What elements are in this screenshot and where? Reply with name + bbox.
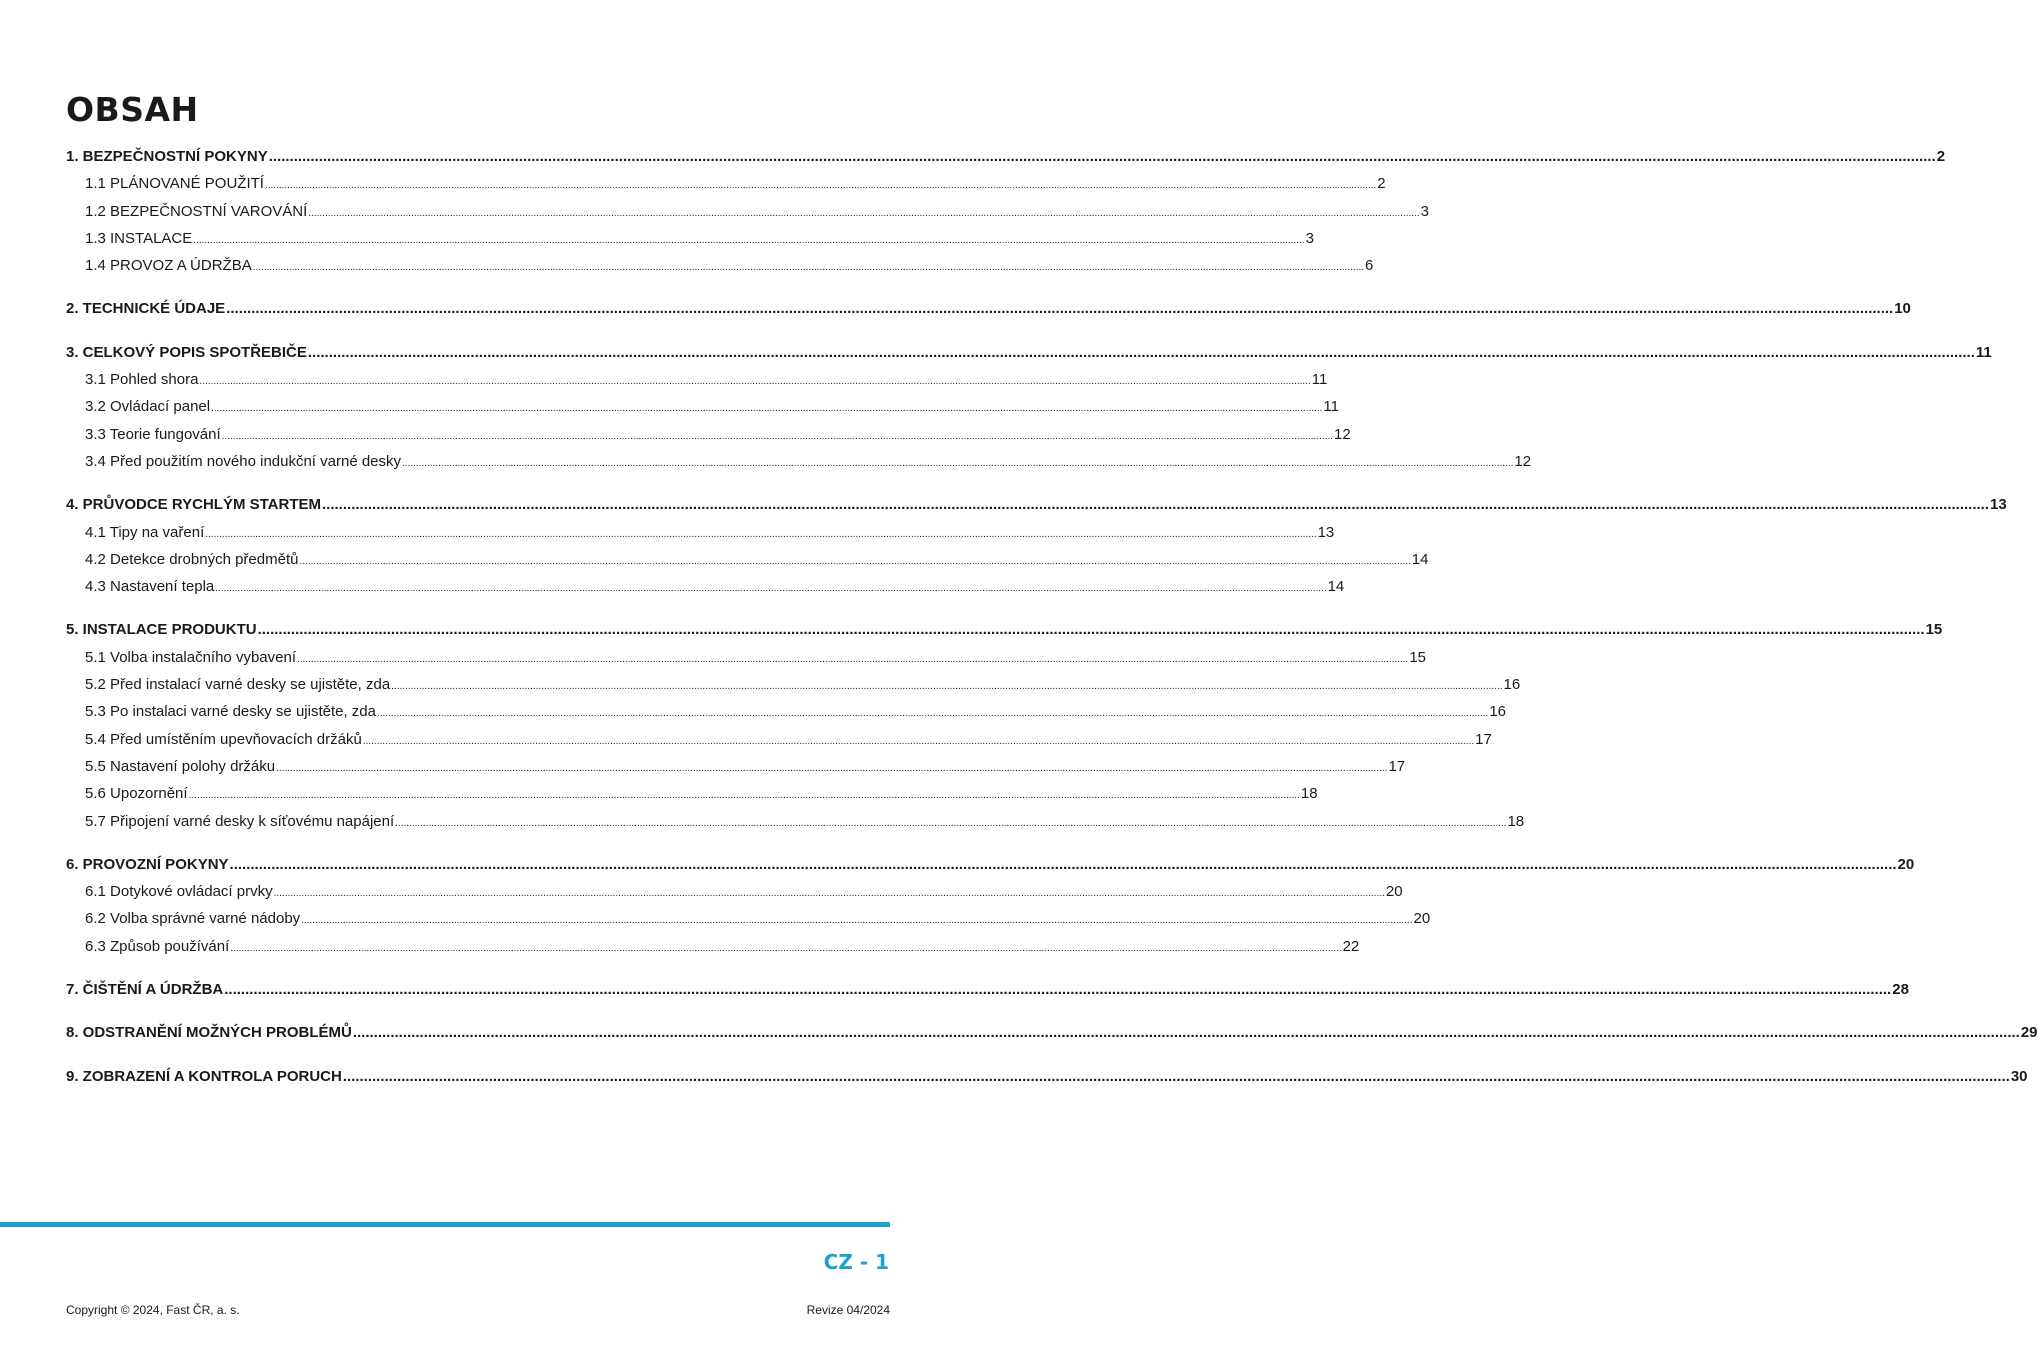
dot-leader: ................................................................................................................................................................................................................................................................................................................................................................................................................ [362,735,1475,747]
dot-leader: ................................................................................................................................................................................................................................................................................................................................................................................................................ [264,180,1377,192]
dot-leader: ................................................................................................................................................................................................................................................................................................................................................................................................................ [226,300,1894,318]
toc-chapter-entry[interactable] [66,295,1911,322]
dot-leader: ................................................................................................................................................................................................................................................................................................................................................................................................................ [352,1024,2020,1042]
toc-entry-label: 5.4 Před umístěním upevňovacích držáků [85,730,362,748]
toc-entry-page: 11 [1323,398,1339,416]
toc-entry-page: 11 [1975,343,1992,361]
toc-chapter-entry[interactable] [66,339,1992,366]
toc-entry-label: 1.1 PLÁNOVANÉ POUŽITÍ [85,175,264,193]
toc-entry-label: 4. PRŮVODCE RYCHLÝM STARTEM [66,496,322,514]
page-title: OBSAH [66,90,199,129]
toc-entry-label: 5. INSTALACE PRODUKTU [66,621,257,639]
toc-entry-page: 13 [1990,496,2007,514]
dot-leader: ................................................................................................................................................................................................................................................................................................................................................................................................................ [276,762,1388,774]
toc-chapter-entry[interactable] [66,976,1909,1003]
dot-leader: ................................................................................................................................................................................................................................................................................................................................................................................................................ [193,234,1305,246]
toc-entry-label: 5.5 Nastavení polohy držáku [85,757,276,775]
page-number: CZ - 1 [823,1250,889,1274]
toc-entry-page: 18 [1507,812,1525,830]
footer-divider [0,1222,890,1227]
toc-entry-page: 11 [1311,371,1328,389]
toc-entry-label: 5.6 Upozornění [85,785,188,803]
toc-subsection-entry[interactable] [66,546,1429,573]
dot-leader: ................................................................................................................................................................................................................................................................................................................................................................................................................ [268,148,1936,165]
toc-entry-page: 2 [1377,175,1386,193]
toc-entry-label: 3.4 Před použitím nového indukční varné desky [85,452,402,470]
toc-entry-page: 15 [1925,621,1943,639]
toc-entry-page: 20 [1897,855,1915,873]
toc-entry-page: 13 [1317,523,1335,541]
dot-leader: ................................................................................................................................................................................................................................................................................................................................................................................................................ [299,555,1411,567]
dot-leader: ................................................................................................................................................................................................................................................................................................................................................................................................................ [307,343,1975,361]
revision-text: Revize 04/2024 [806,1303,890,1317]
toc-subsection-entry[interactable] [66,878,1403,905]
toc-entry-label: 7. ČIŠTĚNÍ A ÚDRŽBA [66,981,224,999]
toc-subsection-entry[interactable] [66,421,1351,448]
toc-section [66,1019,2038,1046]
table-of-contents [66,143,2038,1106]
toc-entry-page: 10 [1894,300,1911,318]
toc-subsection-entry[interactable] [66,933,1360,960]
toc-entry-page: 3 [1420,202,1429,220]
dot-leader: ................................................................................................................................................................................................................................................................................................................................................................................................................ [188,790,1300,802]
toc-entry-page: 20 [1385,883,1403,901]
toc-entry-page: 29 [2020,1024,2038,1042]
toc-chapter-entry[interactable] [66,491,2007,518]
toc-entry-page: 17 [1388,757,1406,775]
toc-entry-label: 4.2 Detekce drobných předmětů [85,550,299,568]
toc-entry-page: 30 [2010,1067,2028,1085]
toc-entry-label: 9. ZOBRAZENÍ A KONTROLA PORUCH [66,1067,342,1085]
toc-entry-page: 28 [1892,981,1909,999]
toc-entry-page: 14 [1327,578,1345,596]
toc-entry-label: 5.1 Volba instalačního vybavení [85,648,296,666]
toc-subsection-entry[interactable] [66,366,1328,393]
toc-entry-label: 1.4 PROVOZ A ÚDRŽBA [85,257,252,275]
dot-leader: ................................................................................................................................................................................................................................................................................................................................................................................................................ [402,457,1514,469]
toc-subsection-entry[interactable] [66,519,1335,546]
toc-subsection-entry[interactable] [66,225,1314,252]
toc-entry-label: 4.1 Tipy na vaření [85,523,205,541]
dot-leader: ................................................................................................................................................................................................................................................................................................................................................................................................................ [296,653,1409,665]
toc-section [66,339,1992,475]
toc-entry-page: 22 [1342,937,1360,955]
toc-entry-label: 5.2 Před instalací varné desky se ujistěte, zda [85,676,391,694]
toc-entry-label: 6. PROVOZNÍ POKYNY [66,855,229,873]
toc-entry-page: 12 [1514,452,1532,470]
toc-entry-label: 6.1 Dotykové ovládací prvky [85,883,273,901]
toc-entry-label: 5.7 Připojení varné desky k síťovému napájení [85,812,395,830]
toc-subsection-entry[interactable] [66,198,1429,225]
dot-leader: ................................................................................................................................................................................................................................................................................................................................................................................................................ [199,376,1311,388]
toc-subsection-entry[interactable] [66,448,1532,475]
toc-section [66,851,1915,960]
toc-subsection-entry[interactable] [66,671,1521,698]
toc-chapter-entry[interactable] [66,1063,2028,1090]
dot-leader: ................................................................................................................................................................................................................................................................................................................................................................................................................ [391,681,1503,693]
toc-entry-label: 1.2 BEZPEČNOSTNÍ VAROVÁNÍ [85,202,308,220]
toc-subsection-entry[interactable] [66,252,1374,279]
toc-chapter-entry[interactable] [66,616,1943,643]
dot-leader: ................................................................................................................................................................................................................................................................................................................................................................................................................ [273,888,1385,900]
toc-section [66,976,1909,1003]
toc-section [66,616,1943,834]
toc-entry-label: 5.3 Po instalaci varné desky se ujistěte, zda [85,703,376,721]
dot-leader: ................................................................................................................................................................................................................................................................................................................................................................................................................ [224,981,1892,999]
dot-leader: ................................................................................................................................................................................................................................................................................................................................................................................................................ [301,915,1413,927]
toc-entry-page: 6 [1365,257,1374,275]
dot-leader: ................................................................................................................................................................................................................................................................................................................................................................................................................ [230,942,1342,954]
toc-entry-label: 2. TECHNICKÉ ÚDAJE [66,300,226,318]
copyright-text: Copyright © 2024, Fast ČR, a. s. [66,1303,240,1317]
toc-section [66,491,2007,600]
toc-subsection-entry[interactable] [66,905,1431,932]
toc-entry-page: 12 [1334,425,1351,443]
dot-leader: ................................................................................................................................................................................................................................................................................................................................................................................................................ [211,403,1323,415]
toc-entry-page: 20 [1413,910,1431,928]
dot-leader: ................................................................................................................................................................................................................................................................................................................................................................................................................ [221,430,1333,442]
toc-entry-label: 6.2 Volba správné varné nádoby [85,910,301,928]
toc-section [66,143,1946,279]
toc-entry-page: 3 [1305,229,1314,247]
dot-leader: ................................................................................................................................................................................................................................................................................................................................................................................................................ [257,621,1925,639]
toc-entry-page: 15 [1409,648,1426,666]
toc-entry-page: 16 [1489,703,1507,721]
dot-leader: ................................................................................................................................................................................................................................................................................................................................................................................................................ [308,207,1420,219]
toc-subsection-entry[interactable] [66,808,1525,835]
toc-entry-label: 3. CELKOVÝ POPIS SPOTŘEBIČE [66,343,307,361]
toc-section [66,295,1911,322]
toc-chapter-entry[interactable] [66,851,1915,878]
toc-entry-label: 8. ODSTRANĚNÍ MOŽNÝCH PROBLÉMŮ [66,1024,352,1042]
dot-leader: ................................................................................................................................................................................................................................................................................................................................................................................................................ [395,817,1507,829]
toc-entry-label: 3.2 Ovládací panel [85,398,211,416]
toc-entry-page: 18 [1300,785,1318,803]
toc-entry-page: 16 [1503,676,1521,694]
toc-entry-label: 6.3 Způsob používání [85,937,230,955]
dot-leader: ................................................................................................................................................................................................................................................................................................................................................................................................................ [342,1067,2010,1085]
toc-subsection-entry[interactable] [66,780,1318,807]
toc-entry-page: 14 [1411,550,1429,568]
toc-entry-label: 1. BEZPEČNOSTNÍ POKYNY [66,148,268,165]
dot-leader: ................................................................................................................................................................................................................................................................................................................................................................................................................ [229,855,1897,873]
toc-entry-label: 3.3 Teorie fungování [85,425,221,443]
dot-leader: ................................................................................................................................................................................................................................................................................................................................................................................................................ [322,496,1990,514]
toc-subsection-entry[interactable] [66,573,1345,600]
dot-leader: ................................................................................................................................................................................................................................................................................................................................................................................................................ [215,583,1327,595]
toc-entry-label: 4.3 Nastavení tepla [85,578,215,596]
toc-chapter-entry[interactable] [66,143,1946,170]
toc-subsection-entry[interactable] [66,393,1339,420]
toc-subsection-entry[interactable] [66,170,1386,197]
dot-leader: ................................................................................................................................................................................................................................................................................................................................................................................................................ [377,708,1489,720]
toc-entry-label: 1.3 INSTALACE [85,229,193,247]
dot-leader: ................................................................................................................................................................................................................................................................................................................................................................................................................ [252,262,1365,274]
toc-subsection-entry[interactable] [66,698,1507,725]
toc-entry-page: 17 [1475,730,1492,748]
toc-entry-page: 2 [1936,148,1946,165]
toc-chapter-entry[interactable] [66,1019,2038,1046]
toc-subsection-entry[interactable] [66,726,1492,753]
toc-subsection-entry[interactable] [66,644,1426,671]
toc-subsection-entry[interactable] [66,753,1406,780]
dot-leader: ................................................................................................................................................................................................................................................................................................................................................................................................................ [205,528,1317,540]
toc-entry-label: 3.1 Pohled shora [85,371,199,389]
toc-section [66,1063,2028,1090]
